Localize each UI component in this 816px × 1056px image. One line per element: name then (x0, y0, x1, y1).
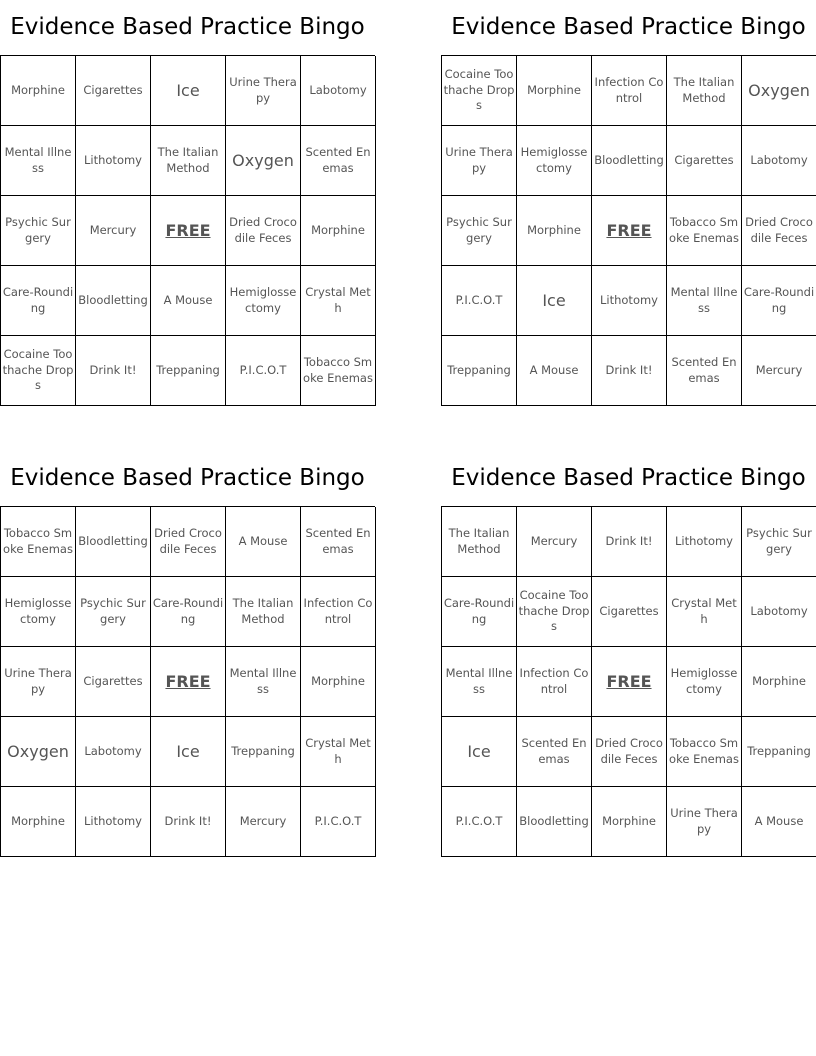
bingo-cell (1, 717, 76, 787)
bingo-cell (76, 787, 151, 857)
bingo-cell (301, 196, 376, 266)
bingo-cell-text: Oxygen (7, 742, 69, 761)
bingo-cell-text: Tobacco Smoke Enemas (669, 215, 739, 245)
bingo-cell (301, 56, 376, 126)
bingo-cell (301, 717, 376, 787)
bingo-cell (667, 717, 742, 787)
bingo-cell-text: Cigarettes (599, 603, 659, 618)
bingo-cell-text: Psychic Surgery (446, 215, 512, 245)
bingo-cell (742, 717, 816, 787)
bingo-cell (76, 507, 151, 577)
card-title: Evidence Based Practice Bingo (451, 14, 806, 40)
bingo-cell (667, 507, 742, 577)
bingo-cell-text: Hemiglossectomy (229, 285, 297, 315)
bingo-cell-text: Drink It! (89, 362, 137, 377)
bingo-cell (592, 336, 667, 406)
bingo-cell-text: Ice (542, 291, 566, 310)
bingo-cell-text: Bloodletting (519, 813, 589, 828)
bingo-cell-text: The Italian Method (673, 75, 735, 105)
bingo-cell-text: A Mouse (529, 362, 579, 377)
bingo-cell (151, 196, 226, 266)
bingo-cell (517, 266, 592, 336)
bingo-cell (592, 56, 667, 126)
bingo-cell (226, 266, 301, 336)
bingo-cell (442, 507, 517, 577)
bingo-cell (592, 507, 667, 577)
bingo-cell (1, 196, 76, 266)
bingo-card (441, 0, 816, 406)
bingo-cell-text: A Mouse (754, 813, 804, 828)
bingo-cell-text: Urine Therapy (4, 666, 72, 696)
bingo-cell-text: Cigarettes (83, 673, 143, 688)
bingo-cell-text: Hemiglossectomy (520, 145, 588, 175)
bingo-cell-text: The Italian Method (232, 596, 294, 626)
bingo-cell-text: Treppaning (156, 362, 220, 377)
bingo-cell (226, 196, 301, 266)
bingo-cell (151, 266, 226, 336)
bingo-cell (592, 717, 667, 787)
bingo-card (0, 0, 375, 406)
bingo-cell (517, 577, 592, 647)
bingo-cell-text: FREE (606, 220, 652, 240)
bingo-cell-text: Hemiglossectomy (4, 596, 72, 626)
bingo-cell (742, 56, 816, 126)
bingo-cell (517, 647, 592, 717)
bingo-cell (226, 126, 301, 196)
bingo-cell-text: Cocaine Toothache Drops (2, 347, 74, 393)
bingo-cell (742, 196, 816, 266)
bingo-cell-text: Lithotomy (84, 813, 142, 828)
bingo-cell (742, 336, 816, 406)
bingo-cell-text: Morphine (311, 673, 365, 688)
bingo-cell (592, 196, 667, 266)
bingo-cell (442, 56, 517, 126)
bingo-cell-text: Mental Illness (229, 666, 297, 696)
bingo-cell-text: P.I.C.O.T (455, 813, 503, 828)
bingo-cell-text: Mental Illness (4, 145, 72, 175)
bingo-cell-text: Infection Control (519, 666, 589, 696)
bingo-card (0, 451, 375, 857)
bingo-cell (151, 336, 226, 406)
bingo-cell-text: Psychic Surgery (80, 596, 146, 626)
bingo-cell-text: Cigarettes (674, 152, 734, 167)
bingo-cell (1, 787, 76, 857)
bingo-cell-text: Bloodletting (78, 533, 148, 548)
bingo-cell (517, 717, 592, 787)
bingo-cell-text: Mercury (530, 533, 578, 548)
bingo-cell-text: Labotomy (750, 152, 808, 167)
bingo-cell-text: Mental Illness (445, 666, 513, 696)
bingo-cell (742, 787, 816, 857)
bingo-cell-text: The Italian Method (157, 145, 219, 175)
bingo-cell (667, 336, 742, 406)
bingo-cell (301, 787, 376, 857)
bingo-cell (76, 336, 151, 406)
bingo-cell-text: A Mouse (163, 292, 213, 307)
bingo-cell (76, 266, 151, 336)
bingo-cell-text: FREE (165, 220, 211, 240)
bingo-cell-text: Treppaning (447, 362, 511, 377)
bingo-cell-text: Scented Enemas (521, 736, 587, 766)
bingo-cell-text: Lithotomy (600, 292, 658, 307)
bingo-grid (0, 506, 375, 857)
bingo-cell-text: FREE (606, 671, 652, 691)
bingo-cell (742, 126, 816, 196)
bingo-cell-text: Dried Crocodile Feces (595, 736, 663, 766)
bingo-cell-text: Lithotomy (675, 533, 733, 548)
bingo-cell (517, 507, 592, 577)
bingo-cell-text: Psychic Surgery (746, 526, 812, 556)
bingo-cell (1, 577, 76, 647)
bingo-cell-text: Care-Rounding (443, 596, 515, 626)
bingo-cell (742, 507, 816, 577)
bingo-cell-text: Infection Control (303, 596, 373, 626)
bingo-cell (226, 507, 301, 577)
bingo-cell-text: P.I.C.O.T (455, 292, 503, 307)
bingo-cell (151, 717, 226, 787)
bingo-cell-text: Urine Therapy (229, 75, 297, 105)
bingo-cell (1, 126, 76, 196)
bingo-cell-text: Morphine (311, 222, 365, 237)
bingo-cell-text: Infection Control (594, 75, 664, 105)
bingo-cell (517, 336, 592, 406)
bingo-cell (442, 196, 517, 266)
bingo-cell-text: The Italian Method (448, 526, 510, 556)
bingo-cell-text: Morphine (752, 673, 806, 688)
bingo-cell (517, 56, 592, 126)
bingo-cell (742, 577, 816, 647)
bingo-cell (1, 336, 76, 406)
bingo-cell (301, 336, 376, 406)
bingo-cell (1, 507, 76, 577)
bingo-cell (667, 56, 742, 126)
bingo-cell-text: Scented Enemas (305, 145, 371, 175)
bingo-cell-text: Mercury (89, 222, 137, 237)
bingo-cell-text: FREE (165, 671, 211, 691)
bingo-cell-text: Care-Rounding (2, 285, 74, 315)
bingo-cell-text: Drink It! (605, 533, 653, 548)
bingo-cell (592, 577, 667, 647)
bingo-cell-text: Morphine (527, 222, 581, 237)
bingo-cell-text: Cocaine Toothache Drops (443, 67, 515, 113)
bingo-cell-text: Scented Enemas (671, 355, 737, 385)
card-title: Evidence Based Practice Bingo (10, 14, 365, 40)
bingo-cell (301, 577, 376, 647)
bingo-cell (667, 266, 742, 336)
bingo-cell-text: Urine Therapy (445, 145, 513, 175)
bingo-cell-text: Ice (467, 742, 491, 761)
bingo-cell (442, 126, 517, 196)
bingo-cell-text: Care-Rounding (152, 596, 224, 626)
bingo-cell (151, 787, 226, 857)
bingo-cell-text: Ice (176, 742, 200, 761)
bingo-cell-text: Hemiglossectomy (670, 666, 738, 696)
bingo-cell (76, 577, 151, 647)
bingo-cell-text: Dried Crocodile Feces (745, 215, 813, 245)
bingo-cell (517, 196, 592, 266)
card-title: Evidence Based Practice Bingo (10, 465, 365, 491)
bingo-cell (667, 196, 742, 266)
bingo-cell-text: Cocaine Toothache Drops (518, 588, 590, 634)
bingo-cell (151, 507, 226, 577)
bingo-cell (151, 647, 226, 717)
bingo-cell (151, 126, 226, 196)
bingo-cell (226, 336, 301, 406)
bingo-cell-text: P.I.C.O.T (314, 813, 362, 828)
bingo-cell-text: Drink It! (164, 813, 212, 828)
bingo-cell-text: Treppaning (231, 743, 295, 758)
bingo-cell-text: Morphine (11, 813, 65, 828)
bingo-cell-text: Psychic Surgery (5, 215, 71, 245)
bingo-cell (76, 56, 151, 126)
bingo-cell (742, 647, 816, 717)
bingo-cell-text: Bloodletting (594, 152, 664, 167)
bingo-cell (301, 266, 376, 336)
bingo-cell-text: Crystal Meth (671, 596, 737, 626)
bingo-cell (592, 266, 667, 336)
bingo-cell (442, 577, 517, 647)
bingo-cell (592, 787, 667, 857)
bingo-cell-text: Dried Crocodile Feces (154, 526, 222, 556)
bingo-card (441, 451, 816, 857)
bingo-cell-text: Treppaning (747, 743, 811, 758)
bingo-cell (742, 266, 816, 336)
card-title: Evidence Based Practice Bingo (451, 465, 806, 491)
bingo-cell (592, 126, 667, 196)
bingo-cell (1, 266, 76, 336)
bingo-cell (592, 647, 667, 717)
bingo-cell-text: Lithotomy (84, 152, 142, 167)
bingo-cell-text: Cigarettes (83, 82, 143, 97)
bingo-grid (441, 506, 816, 857)
bingo-cell (1, 647, 76, 717)
bingo-cell (226, 647, 301, 717)
bingo-cell (151, 56, 226, 126)
bingo-cell-text: Morphine (11, 82, 65, 97)
bingo-cell-text: Morphine (527, 82, 581, 97)
bingo-cell-text: Labotomy (84, 743, 142, 758)
bingo-cell-text: Drink It! (605, 362, 653, 377)
bingo-cell-text: Bloodletting (78, 292, 148, 307)
bingo-cell (301, 507, 376, 577)
bingo-grid (441, 55, 816, 406)
bingo-cell (667, 577, 742, 647)
bingo-cell (76, 196, 151, 266)
bingo-cell-text: Oxygen (232, 151, 294, 170)
bingo-cell-text: Morphine (602, 813, 656, 828)
bingo-cell (667, 647, 742, 717)
bingo-cell (1, 56, 76, 126)
bingo-cell-text: Crystal Meth (305, 736, 371, 766)
bingo-cell (442, 717, 517, 787)
bingo-cell (442, 266, 517, 336)
bingo-grid (0, 55, 375, 406)
bingo-cell-text: Tobacco Smoke Enemas (3, 526, 73, 556)
bingo-cell-text: Labotomy (750, 603, 808, 618)
bingo-cell (301, 126, 376, 196)
bingo-cell-text: Mercury (755, 362, 803, 377)
bingo-cell-text: Tobacco Smoke Enemas (303, 355, 373, 385)
bingo-cell (76, 717, 151, 787)
bingo-cell (226, 717, 301, 787)
bingo-cell-text: Labotomy (309, 82, 367, 97)
bingo-cell-text: Mercury (239, 813, 287, 828)
bingo-cell (301, 647, 376, 717)
bingo-cell-text: Care-Rounding (743, 285, 815, 315)
bingo-cell (517, 787, 592, 857)
bingo-cell (226, 56, 301, 126)
bingo-cell-text: Tobacco Smoke Enemas (669, 736, 739, 766)
bingo-cell-text: Dried Crocodile Feces (229, 215, 297, 245)
bingo-cell (151, 577, 226, 647)
bingo-cell (76, 647, 151, 717)
bingo-cell (76, 126, 151, 196)
bingo-cell-text: Oxygen (748, 81, 810, 100)
bingo-cell-text: Crystal Meth (305, 285, 371, 315)
bingo-cell (226, 787, 301, 857)
bingo-cell (442, 787, 517, 857)
bingo-cell-text: Scented Enemas (305, 526, 371, 556)
bingo-cell (517, 126, 592, 196)
bingo-cell (442, 647, 517, 717)
bingo-cell (226, 577, 301, 647)
bingo-cell-text: Ice (176, 81, 200, 100)
bingo-cell-text: A Mouse (238, 533, 288, 548)
bingo-cell (667, 787, 742, 857)
bingo-cell-text: Urine Therapy (670, 806, 738, 836)
bingo-cell-text: Mental Illness (670, 285, 738, 315)
bingo-cell (442, 336, 517, 406)
bingo-cell-text: P.I.C.O.T (239, 362, 287, 377)
bingo-cell (667, 126, 742, 196)
